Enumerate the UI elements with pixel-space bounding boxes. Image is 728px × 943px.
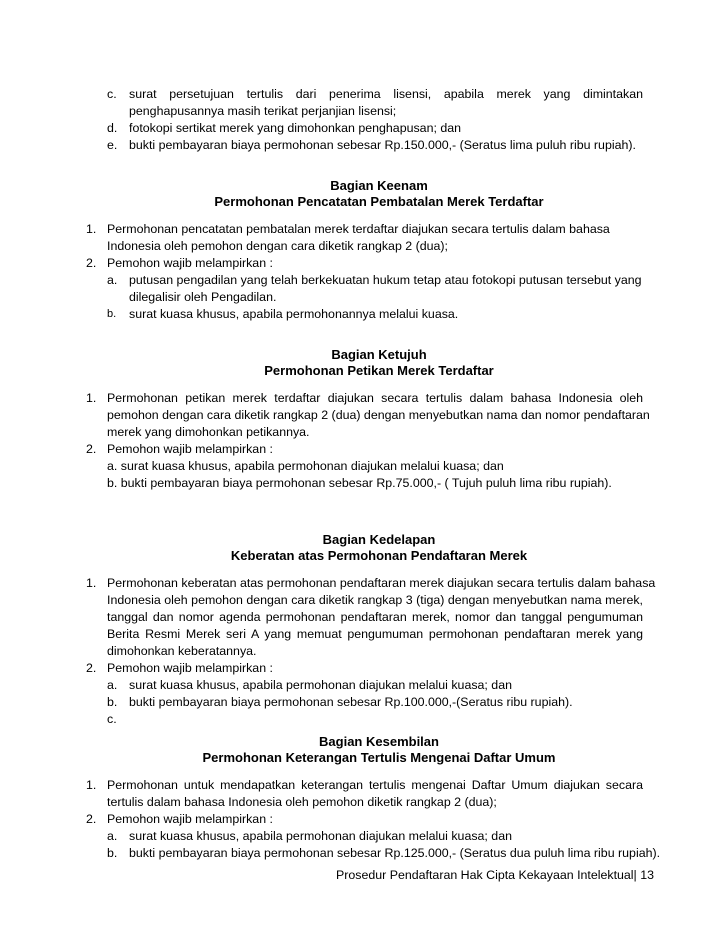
list-label: c.: [107, 712, 117, 726]
section7-item1-line3: merek yang dimohonkan petikannya.: [107, 425, 310, 439]
section7-a-text: a. surat kuasa khusus, apabila permohonan diajukan melalui kuasa; dan: [107, 459, 504, 473]
list-label: b.: [107, 695, 118, 709]
section8-item1-line2: Indonesia oleh pemohon dengan cara diketik rangkap 3 (tiga) dengan menyebutkan nama merek,: [107, 593, 643, 607]
list-label: e.: [107, 138, 118, 152]
section9-item2-line1: Pemohon wajib melampirkan :: [107, 812, 273, 826]
section6-item1-line1: Permohonan pencatatan pembatalan merek terdaftar diajukan secara tertulis dalam bahasa: [107, 222, 610, 236]
list-number: 1.: [86, 222, 97, 236]
section6-a-line1: putusan pengadilan yang telah berkekuatan hukum tetap atau fotokopi putusan tersebut yang: [129, 273, 642, 287]
section8-a-text: surat kuasa khusus, apabila permohonan diajukan melalui kuasa; dan: [129, 678, 512, 692]
section8-item1-line1: Permohonan keberatan atas permohonan pendaftaran merek diajukan secara tertulis dalam bahasa: [107, 576, 656, 590]
list-label: d.: [107, 121, 118, 135]
intro-c-line2: penghapusannya masih terikat perjanjian lisensi;: [129, 104, 397, 118]
section6-item1-line2: Indonesia oleh pemohon dengan cara diketik rangkap 2 (dua);: [107, 239, 448, 253]
section6-subheading: Permohonan Pencatatan Pembatalan Merek Terdaftar: [214, 194, 544, 209]
list-number: 2.: [86, 661, 97, 675]
section6-a-line2: dilegalisir oleh Pengadilan.: [129, 290, 277, 304]
list-label: b.: [107, 308, 117, 320]
list-number: 2.: [86, 812, 97, 826]
list-number: 1.: [86, 391, 97, 405]
page-footer: Prosedur Pendaftaran Hak Cipta Kekayaan Intelektual| 13: [336, 868, 655, 882]
section9-item1-line1: Permohonan untuk mendapatkan keterangan tertulis mengenai Daftar Umum diajukan secara: [107, 778, 643, 792]
intro-e-text: bukti pembayaran biaya permohonan sebesar Rp.150.000,- (Seratus lima puluh ribu rupiah).: [129, 138, 636, 152]
section8-b-text: bukti pembayaran biaya permohonan sebesar Rp.100.000,-(Seratus ribu rupiah).: [129, 695, 573, 709]
section7-b-text: b. bukti pembayaran biaya permohonan sebesar Rp.75.000,- ( Tujuh puluh lima ribu rupiah).: [107, 476, 612, 490]
section9-b-text: bukti pembayaran biaya permohonan sebesar Rp.125.000,- (Seratus dua puluh lima ribu rupiah).: [129, 846, 661, 860]
section9-a-text: surat kuasa khusus, apabila permohonan diajukan melalui kuasa; dan: [129, 829, 512, 843]
intro-d-text: fotokopi sertikat merek yang dimohonkan penghapusan; dan: [129, 121, 462, 135]
list-label: b.: [107, 846, 118, 860]
list-label: a.: [107, 273, 118, 287]
section8-heading: Bagian Kedelapan: [322, 532, 436, 547]
list-number: 2.: [86, 442, 97, 456]
section9-subheading: Permohonan Keterangan Tertulis Mengenai Daftar Umum: [202, 750, 556, 765]
section8-item1-line5: dimohonkan keberatannya.: [107, 644, 257, 658]
list-label: a.: [107, 829, 118, 843]
section7-heading: Bagian Ketujuh: [331, 347, 427, 362]
section6-item2-line1: Pemohon wajib melampirkan :: [107, 256, 273, 270]
section7-item1-line1: Permohonan petikan merek terdaftar diajukan secara tertulis dalam bahasa Indonesia oleh: [107, 391, 643, 405]
section9-item1-line2: tertulis dalam bahasa Indonesia oleh pemohon diketik rangkap 2 (dua);: [107, 795, 497, 809]
section8-subheading: Keberatan atas Permohonan Pendaftaran Merek: [230, 548, 528, 563]
section6-heading: Bagian Keenam: [330, 178, 428, 193]
section8-item2-line1: Pemohon wajib melampirkan :: [107, 661, 273, 675]
section7-subheading: Permohonan Petikan Merek Terdaftar: [264, 363, 494, 378]
list-number: 2.: [86, 256, 97, 270]
section8-item1-line4: Berita Resmi Merek seri A yang memuat pengumuman permohonan pendaftaran merek yang: [107, 627, 643, 641]
section8-item1-line3: tanggal dan nomor agenda permohonan pendaftaran merek, nomor dan tanggal pengumuman: [107, 610, 643, 624]
intro-c-line1: surat persetujuan tertulis dari penerima lisensi, apabila merek yang dimintakan: [129, 87, 643, 101]
section7-item1-line2: pemohon dengan cara diketik rangkap 2 (dua) dengan menyebutkan nama dan nomor pendaftaran: [107, 408, 650, 422]
section9-heading: Bagian Kesembilan: [319, 734, 439, 749]
section6-b-text: surat kuasa khusus, apabila permohonannya melalui kuasa.: [129, 307, 459, 321]
list-label: a.: [107, 678, 118, 692]
list-label: c.: [107, 87, 117, 101]
list-number: 1.: [86, 778, 97, 792]
list-number: 1.: [86, 576, 97, 590]
section7-item2-line1: Pemohon wajib melampirkan :: [107, 442, 273, 456]
